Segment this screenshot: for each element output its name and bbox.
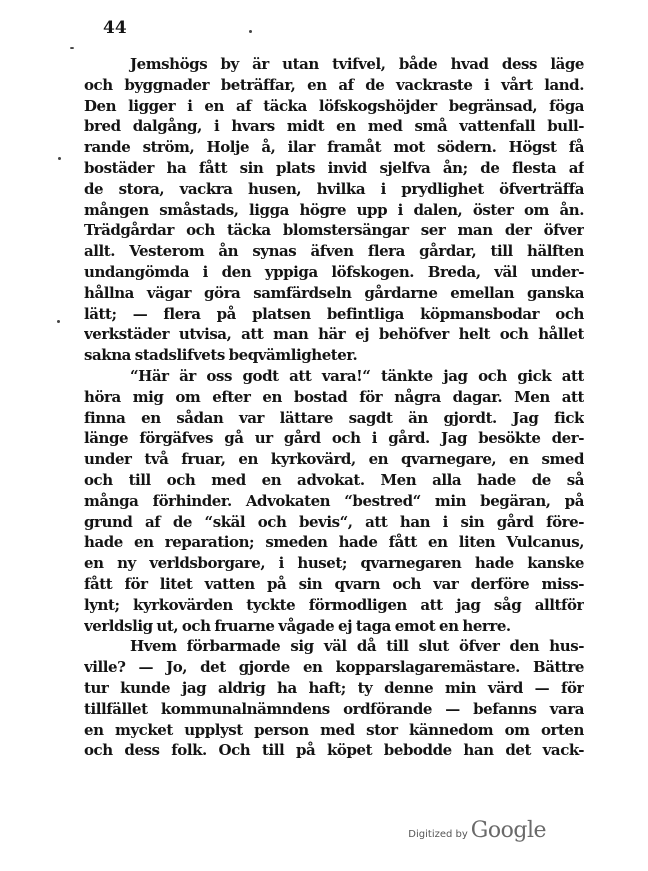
page-number: 44 (103, 18, 127, 38)
text-line: bostäder ha fått sin plats invid sjelfva ån; de flesta af (84, 158, 584, 177)
text-line: höra mig om efter en bostad för några dagar. Men att (84, 387, 584, 406)
digitized-by-label: Digitized by (408, 829, 468, 840)
text-line: många förhinder. Advokaten “bestred“ min begäran, på (84, 491, 584, 510)
text-line: och dess folk. Och till på köpet bebodde han det vack- (84, 741, 584, 760)
text-line: Hvem förbarmade sig väl då till slut öfver den hus- (130, 637, 584, 656)
text-line: mången småstads, ligga högre upp i dalen, öster om ån. (84, 200, 584, 219)
text-line: tur kunde jag aldrig ha haft; ty denne min värd — för (84, 678, 584, 697)
scan-speck (58, 157, 61, 160)
text-line: allt. Vesterom ån synas äfven flera gårdar, till hälften (84, 242, 584, 261)
body-text (84, 54, 584, 761)
text-line: grund af de “skäl och bevis“, att han i sin gård före- (84, 512, 584, 531)
text-line: de stora, vackra husen, hvilka i prydlighet öfverträffa (84, 179, 584, 198)
text-line: fått för litet vatten på sin qvarn och var derföre miss- (84, 574, 584, 593)
text-line: rande ström, Holje å, ilar framåt mot södern. Högst få (84, 138, 584, 157)
text-line: Jemshögs by är utan tvifvel, både hvad dess läge (130, 55, 584, 73)
text-line: undangömda i den yppiga löfskogen. Breda, väl under- (84, 262, 584, 281)
digitized-by-google-watermark (408, 818, 546, 843)
text-line: tillfället kommunalnämndens ordförande — befanns vara (84, 699, 584, 718)
text-line: lynt; kyrkovärden tyckte förmodligen att jag såg alltför (84, 595, 584, 614)
text-line: “Här är oss godt att vara!“ tänkte jag och gick att (130, 366, 584, 385)
scan-speck (249, 30, 252, 33)
text-line: lätt; — flera på platsen befintliga köpmansbodar och (84, 304, 584, 323)
text-line: under två fruar, en kyrkovärd, en qvarnegare, en smed (84, 450, 584, 469)
text-line: verkstäder utvisa, att man här ej behöfver helt och hållet (84, 325, 584, 344)
scan-speck (57, 320, 60, 323)
text-line: och byggnader beträffar, en af de vackraste i vårt land. (84, 75, 584, 94)
text-line: och till och med en advokat. Men alla hade de så (84, 470, 584, 489)
google-logo: Google (470, 818, 546, 843)
text-line: Trädgårdar och täcka blomstersängar ser man der öfver (84, 221, 584, 240)
text-line: länge förgäfves gå ur gård och i gård. Jag besökte der- (84, 429, 584, 448)
text-line: en mycket upplyst person med stor kännedom om orten (84, 720, 584, 739)
text-line: en ny verldsborgare, i huset; qvarnegaren hade kanske (84, 554, 584, 573)
text-line: sakna stadslifvets beqvämligheter. (84, 346, 358, 365)
text-line: finna en sådan var lättare sagdt än gjordt. Jag fick (84, 408, 584, 427)
text-line: hade en reparation; smeden hade fått en liten Vulcanus, (84, 533, 584, 552)
text-line: bred dalgång, i hvars midt en med små vattenfall bull- (84, 117, 584, 136)
text-line: ville? — Jo, det gjorde en kopparslagaremästare. Bättre (84, 658, 584, 677)
scan-speck (70, 47, 74, 49)
text-line: hållna vägar göra samfärdseln gårdarne emellan ganska (84, 283, 584, 302)
text-line: Den ligger i en af täcka löfskogshöjder begränsad, föga (84, 96, 584, 115)
text-line: verldslig ut, och fruarne vågade ej taga emot en herre. (84, 616, 511, 635)
